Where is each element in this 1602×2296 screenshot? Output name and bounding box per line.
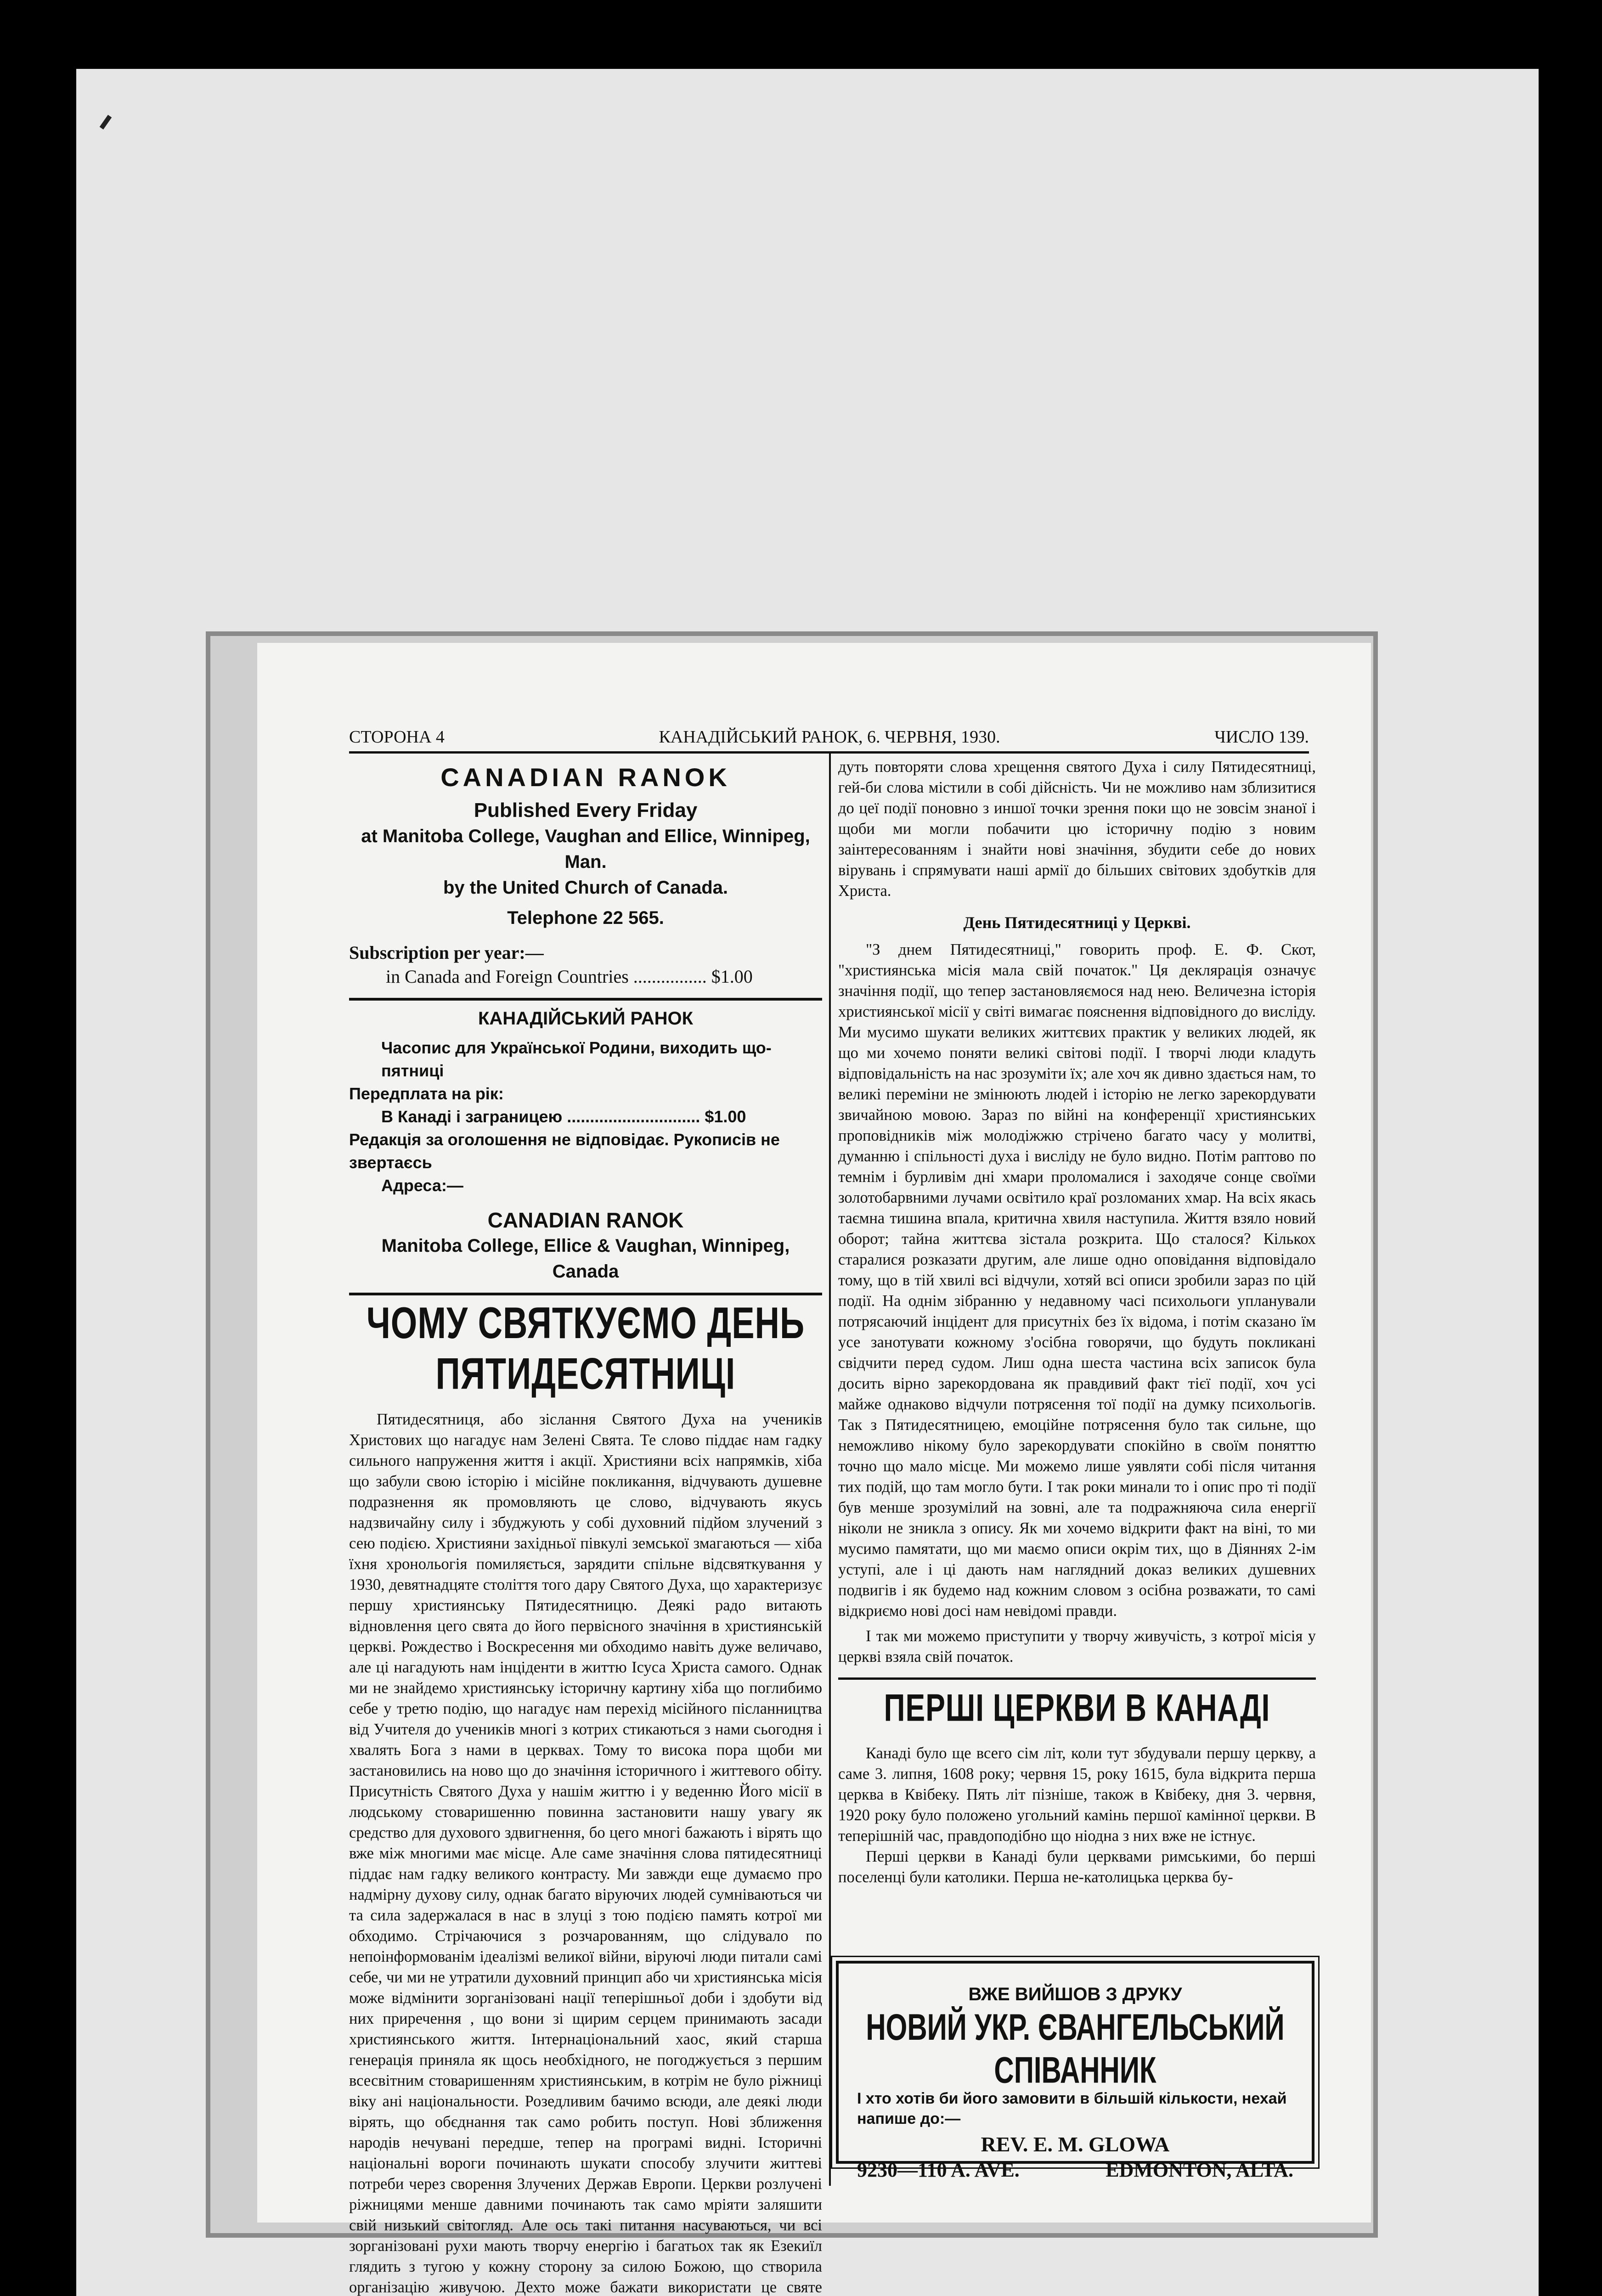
page-number: СТОРОНА 4: [349, 727, 445, 747]
section-rule: [838, 1677, 1316, 1680]
ad-address-row: [839, 2157, 1312, 2183]
paper-dateline: КАНАДІЙСЬКИЙ РАНОК, 6. ЧЕРВНЯ, 1930.: [659, 727, 1000, 747]
hymnal-advertisement: [836, 1961, 1314, 2181]
continuation-paragraph: "З днем Пятидесятниці," говорить проф. Е. Ф. Скот, "християнська місія мала свій початок." Ця деклярація означує значіння події, що тепер застановляємося над нею. Величезна історія християнської місії у світі вимагає пояснення відповідного до висліду. Ми мусимо шукати великих життєвих практик у великих людей, як що ми хочемо поняти великі світові події. І творчі люди кладуть відповідальність на нас зрозуміти їх; але хоч як дивно здається нам, то великі переміни не змінюють людей і історію не легко зарекордувати звичайною мовою. Зараз по війні на конференції християнських проповідників між молодіжжю стрічено багато часу у молитві, думанню і спільності духа і висліду не було видно. Потім раптово по темнім і бурливім дні хмари проломалися і заходяче сонце своїми золотобарвними лучами освітило краї розломаних хмар. На всіх якась таємна тишина впала, критична хвиля наступила. Життя взяло новий оборот; тайна життєва зістала розкрита. Що сталося? Кількох старалися розказати другим, але лише одно оповідання відповідало тому, що в тій хвилі всі відчули, хотяй всі описи зробили зараз по цій події. На однім зібранню у недавному часі психольоги упланували потрясаючий інцідент для присутніх без їх відома, і потім сказано їм усе занотувати кожному з'осібна говорячи, що будуть покликані свідчити перед судом. Лиш одна шеста частина всіх записок була досить вірно зарекордована як правдивий факт тієї події, хоч усі майже однаково відчули потрясення тої події на думку психольогів. Так з Пятидесятницею, емоційне потрясення було так сильне, що неможливо нікому було зарекордувати спокійно в своїм поняттю точно що мало місце. Ми можемо лише уявляти собі після читання тих подій, що там могло бути. І так роки минали то і опис про ті події був менше зрозумілий на зовні, але та подражняюча сила енергії ніколи не зникла з опису. Як ми хочемо відкрити факт на віні, то ми мусимо памятати, що ми маємо описи окрім тих, що в Діяннях 2-ім уступі, але і ці дають нам наглядний доказ великих душевних подвигів і як будемо над кожним словом з осібна розважати, то самі відкриємо нові досі нам невідомі правди.: [838, 941, 1316, 1620]
left-column: [349, 757, 822, 2296]
ad-contact-name: REV. E. M. GLOWA: [981, 2133, 1170, 2156]
ad-line-1: ВЖЕ ВИЙШОВ З ДРУКУ: [968, 1984, 1182, 2004]
article-continuation: [838, 757, 1316, 1667]
ad-line-3: І хто хотів би його замовити в більшій кількости, нехай напише до:—: [857, 2090, 1287, 2127]
newspaper-page: [257, 643, 1371, 2296]
ad-city: EDMONTON, ALTA.: [1106, 2159, 1293, 2181]
ua-line-1: Часопис для Української Родини, виходить що-пятниці: [381, 1038, 772, 1080]
ua-line-4: Редакція за оголошення не відповідає. Рукописів не звертаєсь: [349, 1130, 780, 1172]
ua-line-2: Передплата на рік:: [349, 1084, 504, 1103]
article-paragraph: Перші церкви в Канаді були церквами римськими, бо перші поселенці були католики. Перша не-католицька церква бу-: [838, 1848, 1316, 1886]
masthead-title: CANADIAN RANOK: [440, 763, 731, 792]
continuation-paragraph: І так ми можемо приступити у творчу живучість, з котрої місія у церкві взяла свій початок.: [838, 1627, 1316, 1666]
article-body-pentecost: [349, 1409, 822, 2296]
published-line: Published Every Friday: [474, 799, 698, 822]
article-paragraph: Пятидесятниця, або зіслання Святого Духа на учеників Христових що нагадує нам Зелені Свята. Те слово піддає нам гадку сильного напруження життя і акції. Християни всіх напрямків, хіба що забули свою історію і місійне покликання, відчувають душевне подразнення як промовляють це слово, відчувають якусь надзвичайну силу і збуджують у собі духовний підйом злучений з сею подією. Християни західньої півкулі земської змагаються — хіба їхня хронольогія помиляється, зарядити спільне відсвяткування у 1930, девятнадцяте століття того дару Святого Духа, що характеризує першу християнську Пятидесятницю. Деякі радо витають відновлення цего свята до його первісного значіння в християнській церкві. Рождество і Воскресення ми обходимо навіть дуже величаво, але ці нагадують нам інціденти в життю Ісуса Христа самого. Однак ми не знайдемо християнську історичну картину хіба що поглибимо себе у третю подію, що нагадує нам перехід місійного післанництва від Учителя до учеників многі з котрих стикаються з нами сьогодня і хвалять Бога з нами в церквах. Тому то висока пора щоби ми застановились на ново що до значіння історичного і життевого обіту. Присутність Святого Духа у нашім життю і у веденню Його місії в людському стоваришенню повинна застановити нашу увагу як средство для духового здвигнення, бо цего многі бажають і вірять що вже між многими має місце. Але саме значіння слова пятидесятниці піддає нам гадку великого контрасту. Ми завжди еще думаємо про надмірну духову силу, однак багато віруючих людей сумніваються чи та сила задержалася в нас в злуці з тою подією память котрої ми обходимо. Стрічаючися з розчарованням, що слідувало по непоінформованім ідеалізмі великої війни, віруючі люди питали самі себе, чи ми не утратили духовний принцип або чи християнська місія може відмінити зорганізовані нації теперішньої доби і здобути від них приречення , що вони зі щирим серцем принимають засади християнського життя. Інтернаціональний хаос, який старша генерація приняла як щось необхідного, не погоджується з першим всесвітним стоваришенням християнським, в котрім не було ріжниці віку ані національности. Розедливим бачимо всюди, але деякі люди вірять, що обєднання так само робить поступ. Нові зближення народів нечувані передше, тепер на програмі видні. Історичні національні вороги починають шукати способу злучити життеві потреби через сворення Злучених Держав Европи. Церкви розлучені ріжницями менше давними починають так само мріяти заляшити свій низький світогляд. Але ось такі питання насуваються, чи всі зорганізовані рухи мають творчу енергію і багатьох так як Езекиїл глядить з тугою у кожну сторону за силою Божою, що створила організацію живучою. Дехто може бажати використати це святе: [349, 1411, 822, 2296]
headline-rule: [349, 1293, 822, 1295]
subscription-label: Subscription per year:—: [349, 942, 544, 963]
telephone-line: Telephone 22 565.: [507, 908, 664, 928]
ua-masthead-title: КАНАДІЙСЬКИЙ РАНОК: [478, 1008, 694, 1029]
ua-masthead-address: Manitoba College, Ellice & Vaughan, Winnipeg, Canada: [381, 1236, 790, 1282]
article-subhead: День Пятидесятниці у Церкві.: [963, 913, 1191, 932]
ukrainian-masthead: [349, 1007, 822, 1284]
subscription-line: in Canada and Foreign Countries ................ $1.00: [386, 966, 753, 987]
address-line-1: at Manitoba College, Vaughan and Ellice, Winnipeg, Man.: [361, 826, 810, 872]
english-masthead: [349, 762, 822, 989]
article-body-churches: [838, 1743, 1316, 1888]
ad-street: 9230—110 A. AVE.: [857, 2159, 1020, 2181]
ad-title: НОВИЙ УКР. ЄВАНГЕЛЬСЬКИЙ СПІВАННИК: [866, 2006, 1285, 2091]
ua-line-3: В Канаді і заграницею ............................. $1.00: [381, 1107, 746, 1126]
masthead-rule: [349, 998, 822, 1001]
issue-number: ЧИСЛО 139.: [1214, 727, 1309, 747]
ua-masthead-title-2: CANADIAN RANOK: [487, 1208, 684, 1232]
address-line-2: by the United Church of Canada.: [443, 878, 728, 898]
article-headline-churches: ПЕРШІ ЦЕРКВИ В КАНАДІ: [884, 1686, 1270, 1729]
article-paragraph: Канаді було ще всего сім літ, коли тут збудували першу церкву, а саме 3. липня, 1608 року; червня 15, року 1615, була відкрита перша церква в Квібеку. Пять літ пізніше, також в Квібеку, дня 3. червня, 1920 року було положено угольний камінь першої камінної церкви. В теперішній час, правдоподібно що ніодна з них вже не істнує.: [838, 1745, 1316, 1845]
ua-line-5: Адреса:—: [381, 1176, 463, 1195]
continuation-paragraph: дуть повторяти слова хрещення святого Духа і силу Пятидесятниці, гей-би слова містили в собі дійсність. Чи не можливо нам зблизитися до цеї події поновно з иншої точки зрення поки що не зовсім знаної і щоби ми могли побачити цю історичну подію з новим заінтересованням і знайти нові значіння, збудити себе до нових вірувань і спрямувати наші армії до більших світових здобутків для Христа.: [838, 758, 1316, 900]
article-headline-pentecost: ЧОМУ СВЯТКУЄМО ДЕНЬ ПЯТИДЕСЯТНИЦІ: [366, 1298, 805, 1399]
page-header: [349, 726, 1309, 748]
column-rule: [829, 753, 831, 2186]
